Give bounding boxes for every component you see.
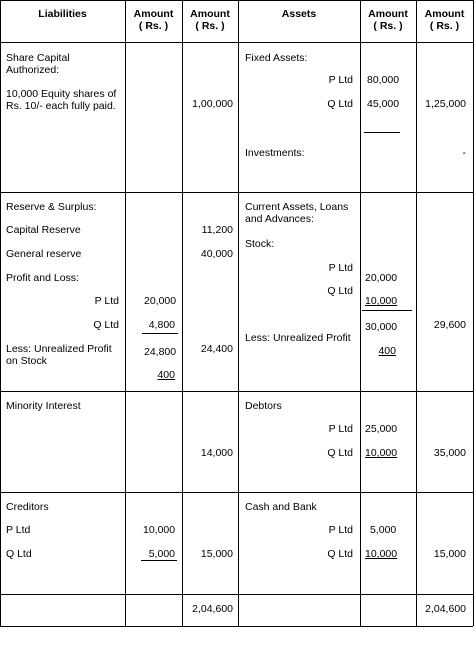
- creditors-q-ltd-amount: 5,000: [148, 548, 175, 560]
- header-amount: Amount ( Rs. ): [424, 8, 465, 32]
- profit-loss-label: Profit and Loss:: [6, 272, 79, 284]
- cash-bank-p-ltd-amount: 5,000: [370, 524, 397, 536]
- minority-interest-label: Minority Interest: [6, 400, 81, 412]
- creditors-total: 15,000: [200, 548, 233, 560]
- creditors-q-ltd-label: Q Ltd: [6, 548, 32, 560]
- debtors-q-ltd-label: Q Ltd: [327, 447, 353, 459]
- profit-loss-total: 24,800: [144, 346, 177, 358]
- stock-label: Stock:: [245, 238, 275, 250]
- row-divider: [0, 192, 473, 193]
- column-divider: [125, 0, 126, 626]
- stock-p-ltd-label: P Ltd: [328, 262, 353, 274]
- fixed-assets-p-ltd-label: P Ltd: [328, 74, 353, 86]
- general-reserve-amount: 40,000: [200, 248, 233, 260]
- profit-loss-p-ltd-amount: 20,000: [144, 295, 177, 307]
- fixed-assets-p-ltd-amount: 80,000: [367, 74, 400, 86]
- row-divider: [0, 42, 473, 43]
- creditors-p-ltd-label: P Ltd: [6, 524, 31, 536]
- less-unrealized-profit-label: Less: Unrealized Profit: [245, 332, 351, 344]
- row-divider: [0, 492, 473, 493]
- capital-reserve-amount: 11,200: [201, 224, 233, 236]
- column-divider: [416, 0, 417, 626]
- liabilities-grand-total: 2,04,600: [192, 603, 233, 615]
- header-amount: Amount ( Rs. ): [368, 8, 408, 32]
- header-assets: Assets: [281, 8, 317, 20]
- profit-loss-net-amount: 24,400: [200, 343, 233, 355]
- stock-q-ltd-amount: 10,000: [365, 295, 398, 307]
- profit-loss-q-ltd-amount: 4,800: [148, 319, 175, 331]
- sum-line: [362, 310, 412, 311]
- header-amount: Amount ( Rs. ): [190, 8, 230, 32]
- less-unrealized-profit-amount: 400: [378, 345, 396, 357]
- header-amount: Amount ( Rs. ): [133, 8, 174, 32]
- debtors-p-ltd-label: P Ltd: [328, 423, 353, 435]
- share-capital-label: Share Capital Authorized:: [6, 52, 70, 76]
- column-divider: [182, 0, 183, 626]
- minority-interest-amount: 14,000: [200, 447, 233, 459]
- sum-line: [364, 132, 400, 133]
- cash-bank-p-ltd-label: P Ltd: [328, 524, 353, 536]
- general-reserve-label: General reserve: [6, 248, 82, 260]
- debtors-total: 35,000: [433, 447, 466, 459]
- table-border-bottom: [0, 626, 473, 627]
- capital-reserve-label: Capital Reserve: [6, 224, 81, 236]
- equity-amount: 1,00,000: [192, 98, 233, 110]
- table-border-top: [0, 0, 473, 1]
- equity-shares-label: 10,000 Equity shares of Rs. 10/- each fully paid.: [6, 88, 117, 112]
- cash-bank-q-ltd-amount: 10,000: [365, 548, 398, 560]
- assets-grand-total: 2,04,600: [425, 603, 466, 615]
- profit-loss-q-ltd-label: Q Ltd: [93, 319, 119, 331]
- debtors-q-ltd-amount: 10,000: [365, 447, 398, 459]
- fixed-assets-label: Fixed Assets:: [245, 52, 308, 64]
- debtors-label: Debtors: [245, 400, 282, 412]
- sum-line: [142, 333, 178, 334]
- sum-line: [141, 560, 177, 561]
- less-unrealized-profit-label: Less: Unrealized Profit on Stock: [6, 343, 112, 367]
- fixed-assets-total: 1,25,000: [425, 98, 466, 110]
- row-divider: [0, 391, 473, 392]
- stock-q-ltd-label: Q Ltd: [327, 285, 353, 297]
- stock-total: 29,600: [433, 319, 466, 331]
- table-border-left: [0, 0, 1, 626]
- stock-sum: 30,000: [365, 321, 398, 333]
- profit-loss-p-ltd-label: P Ltd: [94, 295, 119, 307]
- cash-bank-label: Cash and Bank: [245, 501, 317, 513]
- cash-bank-q-ltd-label: Q Ltd: [327, 548, 353, 560]
- row-divider: [0, 594, 473, 595]
- creditors-p-ltd-amount: 10,000: [143, 524, 176, 536]
- investments-label: Investments:: [245, 147, 305, 159]
- cash-bank-total: 15,000: [433, 548, 466, 560]
- fixed-assets-q-ltd-amount: 45,000: [367, 98, 400, 110]
- stock-p-ltd-amount: 20,000: [365, 272, 398, 284]
- fixed-assets-q-ltd-label: Q Ltd: [327, 98, 353, 110]
- creditors-label: Creditors: [6, 501, 49, 513]
- investments-amount: -: [462, 147, 466, 159]
- less-unrealized-profit-amount: 400: [157, 369, 175, 381]
- column-divider: [360, 0, 361, 626]
- header-liabilities: Liabilities: [38, 8, 87, 20]
- reserve-surplus-label: Reserve & Surplus:: [6, 201, 97, 213]
- debtors-p-ltd-amount: 25,000: [365, 423, 398, 435]
- current-assets-label: Current Assets, Loans and Advances:: [245, 201, 349, 225]
